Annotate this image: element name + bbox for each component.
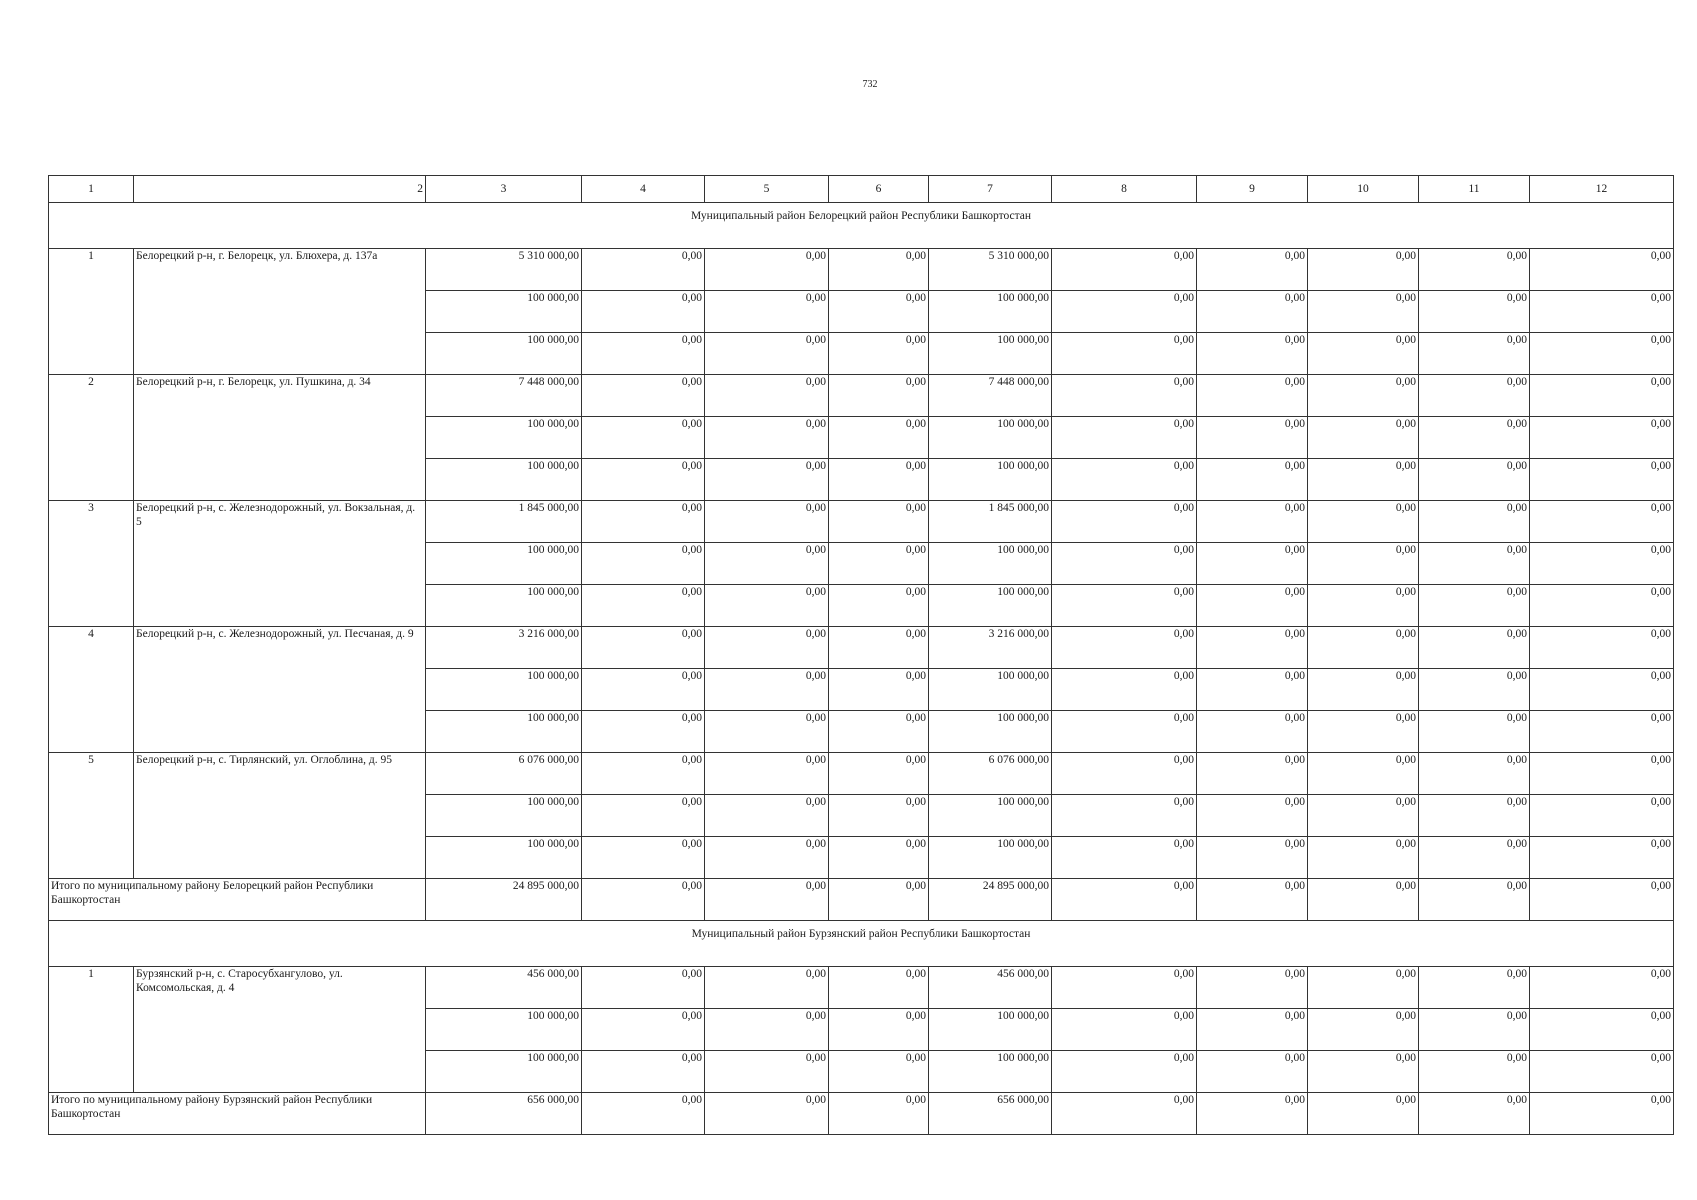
value-cell: 0,00 xyxy=(705,711,829,753)
table-row xyxy=(49,375,1674,417)
value-cell: 100 000,00 xyxy=(426,837,582,879)
value-cell: 100 000,00 xyxy=(426,711,582,753)
value-cell: 0,00 xyxy=(705,585,829,627)
value-cell: 100 000,00 xyxy=(426,1009,582,1051)
value-cell: 100 000,00 xyxy=(929,459,1052,501)
value-cell: 0,00 xyxy=(1197,627,1308,669)
value-cell: 0,00 xyxy=(1419,1051,1530,1093)
value-cell: 0,00 xyxy=(1052,375,1197,417)
value-cell: 0,00 xyxy=(1530,967,1674,1009)
value-cell: 0,00 xyxy=(705,627,829,669)
value-cell: 0,00 xyxy=(1530,585,1674,627)
value-cell: 100 000,00 xyxy=(929,585,1052,627)
value-cell: 0,00 xyxy=(1052,1051,1197,1093)
value-cell: 0,00 xyxy=(829,711,929,753)
column-header: 8 xyxy=(1052,176,1197,203)
value-cell: 0,00 xyxy=(582,459,705,501)
value-cell: 0,00 xyxy=(1419,627,1530,669)
value-cell: 0,00 xyxy=(1197,1009,1308,1051)
total-value-cell: 0,00 xyxy=(1530,879,1674,921)
column-header: 9 xyxy=(1197,176,1308,203)
value-cell: 0,00 xyxy=(582,753,705,795)
value-cell: 0,00 xyxy=(1052,249,1197,291)
value-cell: 0,00 xyxy=(829,291,929,333)
value-cell: 1 845 000,00 xyxy=(929,501,1052,543)
value-cell: 0,00 xyxy=(1530,795,1674,837)
value-cell: 0,00 xyxy=(1052,967,1197,1009)
value-cell: 0,00 xyxy=(1308,543,1419,585)
value-cell: 0,00 xyxy=(1052,459,1197,501)
value-cell: 0,00 xyxy=(582,967,705,1009)
value-cell: 0,00 xyxy=(1197,711,1308,753)
value-cell: 100 000,00 xyxy=(426,795,582,837)
total-value-cell: 0,00 xyxy=(1052,1093,1197,1135)
total-value-cell: 24 895 000,00 xyxy=(929,879,1052,921)
column-header: 4 xyxy=(582,176,705,203)
value-cell: 100 000,00 xyxy=(426,417,582,459)
value-cell: 100 000,00 xyxy=(929,333,1052,375)
value-cell: 0,00 xyxy=(1308,333,1419,375)
value-cell: 100 000,00 xyxy=(929,291,1052,333)
value-cell: 100 000,00 xyxy=(426,669,582,711)
value-cell: 0,00 xyxy=(582,627,705,669)
value-cell: 0,00 xyxy=(1308,967,1419,1009)
value-cell: 0,00 xyxy=(1419,249,1530,291)
value-cell: 0,00 xyxy=(705,1009,829,1051)
value-cell: 0,00 xyxy=(1308,291,1419,333)
value-cell: 456 000,00 xyxy=(929,967,1052,1009)
value-cell: 0,00 xyxy=(1052,585,1197,627)
value-cell: 0,00 xyxy=(705,1051,829,1093)
value-cell: 100 000,00 xyxy=(426,291,582,333)
total-value-cell: 0,00 xyxy=(1419,879,1530,921)
value-cell: 0,00 xyxy=(1308,375,1419,417)
value-cell: 0,00 xyxy=(1419,501,1530,543)
address-cell: Белорецкий р-н, с. Железнодорожный, ул. Вокзальная, д. 5 xyxy=(134,501,426,627)
value-cell: 0,00 xyxy=(829,585,929,627)
value-cell: 0,00 xyxy=(1419,417,1530,459)
value-cell: 0,00 xyxy=(705,669,829,711)
value-cell: 0,00 xyxy=(829,627,929,669)
value-cell: 0,00 xyxy=(1308,249,1419,291)
total-value-cell: 0,00 xyxy=(1052,879,1197,921)
value-cell: 100 000,00 xyxy=(426,1051,582,1093)
value-cell: 0,00 xyxy=(582,837,705,879)
value-cell: 7 448 000,00 xyxy=(929,375,1052,417)
value-cell: 0,00 xyxy=(1308,669,1419,711)
value-cell: 0,00 xyxy=(1419,543,1530,585)
value-cell: 0,00 xyxy=(1197,375,1308,417)
value-cell: 0,00 xyxy=(1197,753,1308,795)
value-cell: 0,00 xyxy=(1197,967,1308,1009)
total-row xyxy=(49,1093,1674,1135)
value-cell: 0,00 xyxy=(829,1051,929,1093)
column-header: 3 xyxy=(426,176,582,203)
value-cell: 0,00 xyxy=(1052,753,1197,795)
column-header: 11 xyxy=(1419,176,1530,203)
value-cell: 0,00 xyxy=(705,333,829,375)
row-number: 1 xyxy=(49,967,134,1093)
total-value-cell: 0,00 xyxy=(705,879,829,921)
value-cell: 0,00 xyxy=(1308,753,1419,795)
value-cell: 3 216 000,00 xyxy=(929,627,1052,669)
value-cell: 100 000,00 xyxy=(929,837,1052,879)
value-cell: 0,00 xyxy=(1197,501,1308,543)
value-cell: 0,00 xyxy=(1197,543,1308,585)
value-cell: 0,00 xyxy=(1530,543,1674,585)
value-cell: 100 000,00 xyxy=(426,543,582,585)
column-header: 1 xyxy=(49,176,134,203)
value-cell: 0,00 xyxy=(1419,837,1530,879)
table-row xyxy=(49,249,1674,291)
value-cell: 0,00 xyxy=(1052,291,1197,333)
value-cell: 0,00 xyxy=(1197,795,1308,837)
value-cell: 0,00 xyxy=(1308,1051,1419,1093)
address-cell: Белорецкий р-н, г. Белорецк, ул. Пушкина, д. 34 xyxy=(134,375,426,501)
value-cell: 0,00 xyxy=(1530,711,1674,753)
table-row xyxy=(49,753,1674,795)
value-cell: 0,00 xyxy=(1308,795,1419,837)
value-cell: 0,00 xyxy=(1197,585,1308,627)
value-cell: 0,00 xyxy=(1197,837,1308,879)
value-cell: 0,00 xyxy=(1530,375,1674,417)
row-number: 3 xyxy=(49,501,134,627)
value-cell: 0,00 xyxy=(705,459,829,501)
value-cell: 100 000,00 xyxy=(929,795,1052,837)
column-header: 6 xyxy=(829,176,929,203)
value-cell: 0,00 xyxy=(582,291,705,333)
value-cell: 0,00 xyxy=(1419,753,1530,795)
value-cell: 0,00 xyxy=(582,375,705,417)
header-row xyxy=(49,176,1674,203)
column-header: 2 xyxy=(134,176,426,203)
value-cell: 0,00 xyxy=(1308,459,1419,501)
value-cell: 100 000,00 xyxy=(426,459,582,501)
value-cell: 0,00 xyxy=(1419,669,1530,711)
value-cell: 0,00 xyxy=(1419,291,1530,333)
value-cell: 0,00 xyxy=(1419,711,1530,753)
value-cell: 100 000,00 xyxy=(929,543,1052,585)
value-cell: 0,00 xyxy=(582,1009,705,1051)
value-cell: 100 000,00 xyxy=(426,585,582,627)
value-cell: 0,00 xyxy=(1052,501,1197,543)
section-row xyxy=(49,921,1674,967)
value-cell: 0,00 xyxy=(1197,249,1308,291)
total-value-cell: 0,00 xyxy=(1308,879,1419,921)
value-cell: 0,00 xyxy=(829,417,929,459)
value-cell: 0,00 xyxy=(829,249,929,291)
value-cell: 1 845 000,00 xyxy=(426,501,582,543)
value-cell: 0,00 xyxy=(582,1051,705,1093)
value-cell: 0,00 xyxy=(1419,375,1530,417)
value-cell: 0,00 xyxy=(705,417,829,459)
value-cell: 0,00 xyxy=(705,291,829,333)
row-number: 2 xyxy=(49,375,134,501)
value-cell: 6 076 000,00 xyxy=(426,753,582,795)
data-table xyxy=(48,175,1674,1135)
value-cell: 0,00 xyxy=(582,585,705,627)
section-row xyxy=(49,203,1674,249)
value-cell: 0,00 xyxy=(1419,459,1530,501)
value-cell: 100 000,00 xyxy=(929,1051,1052,1093)
value-cell: 0,00 xyxy=(1197,417,1308,459)
value-cell: 0,00 xyxy=(1052,543,1197,585)
value-cell: 0,00 xyxy=(582,543,705,585)
address-cell: Белорецкий р-н, г. Белорецк, ул. Блюхера, д. 137а xyxy=(134,249,426,375)
value-cell: 0,00 xyxy=(1530,333,1674,375)
value-cell: 0,00 xyxy=(1052,669,1197,711)
total-value-cell: 0,00 xyxy=(582,879,705,921)
value-cell: 0,00 xyxy=(582,501,705,543)
total-label: Итого по муниципальному району Белорецкий район Республики Башкортостан xyxy=(49,879,426,921)
value-cell: 0,00 xyxy=(1419,795,1530,837)
value-cell: 0,00 xyxy=(705,249,829,291)
value-cell: 0,00 xyxy=(1308,627,1419,669)
value-cell: 0,00 xyxy=(829,501,929,543)
value-cell: 0,00 xyxy=(1052,1009,1197,1051)
value-cell: 0,00 xyxy=(1308,1009,1419,1051)
value-cell: 0,00 xyxy=(705,753,829,795)
total-label: Итого по муниципальному району Бурзянский район Республики Башкортостан xyxy=(49,1093,426,1135)
value-cell: 0,00 xyxy=(1197,669,1308,711)
value-cell: 0,00 xyxy=(1530,837,1674,879)
value-cell: 0,00 xyxy=(829,837,929,879)
total-value-cell: 0,00 xyxy=(1530,1093,1674,1135)
value-cell: 0,00 xyxy=(705,795,829,837)
total-value-cell: 0,00 xyxy=(1197,1093,1308,1135)
value-cell: 7 448 000,00 xyxy=(426,375,582,417)
value-cell: 5 310 000,00 xyxy=(426,249,582,291)
value-cell: 0,00 xyxy=(1530,459,1674,501)
value-cell: 0,00 xyxy=(1052,417,1197,459)
value-cell: 3 216 000,00 xyxy=(426,627,582,669)
value-cell: 100 000,00 xyxy=(929,417,1052,459)
page-number: 732 xyxy=(862,79,878,90)
value-cell: 0,00 xyxy=(829,1009,929,1051)
total-value-cell: 24 895 000,00 xyxy=(426,879,582,921)
row-number: 5 xyxy=(49,753,134,879)
value-cell: 0,00 xyxy=(1419,333,1530,375)
value-cell: 0,00 xyxy=(829,753,929,795)
column-header: 12 xyxy=(1530,176,1674,203)
total-value-cell: 656 000,00 xyxy=(929,1093,1052,1135)
value-cell: 0,00 xyxy=(1052,627,1197,669)
value-cell: 0,00 xyxy=(1197,291,1308,333)
value-cell: 0,00 xyxy=(829,375,929,417)
row-number: 4 xyxy=(49,627,134,753)
value-cell: 0,00 xyxy=(1308,417,1419,459)
value-cell: 0,00 xyxy=(829,967,929,1009)
value-cell: 0,00 xyxy=(1308,501,1419,543)
table-row xyxy=(49,501,1674,543)
value-cell: 0,00 xyxy=(705,967,829,1009)
value-cell: 0,00 xyxy=(1530,417,1674,459)
value-cell: 0,00 xyxy=(582,417,705,459)
value-cell: 0,00 xyxy=(1197,333,1308,375)
total-value-cell: 0,00 xyxy=(582,1093,705,1135)
column-header: 5 xyxy=(705,176,829,203)
value-cell: 0,00 xyxy=(1197,459,1308,501)
value-cell: 0,00 xyxy=(1308,711,1419,753)
address-cell: Белорецкий р-н, с. Железнодорожный, ул. Песчаная, д. 9 xyxy=(134,627,426,753)
value-cell: 0,00 xyxy=(705,837,829,879)
total-value-cell: 0,00 xyxy=(1308,1093,1419,1135)
value-cell: 100 000,00 xyxy=(426,333,582,375)
value-cell: 0,00 xyxy=(829,669,929,711)
value-cell: 0,00 xyxy=(705,543,829,585)
section-title: Муниципальный район Бурзянский район Республики Башкортостан xyxy=(49,921,1674,967)
value-cell: 0,00 xyxy=(829,795,929,837)
section-title: Муниципальный район Белорецкий район Республики Башкортостан xyxy=(49,203,1674,249)
value-cell: 0,00 xyxy=(1530,501,1674,543)
total-value-cell: 0,00 xyxy=(1419,1093,1530,1135)
table-row xyxy=(49,967,1674,1009)
column-header: 10 xyxy=(1308,176,1419,203)
value-cell: 0,00 xyxy=(1419,585,1530,627)
value-cell: 0,00 xyxy=(1419,1009,1530,1051)
total-value-cell: 0,00 xyxy=(1197,879,1308,921)
value-cell: 0,00 xyxy=(1530,669,1674,711)
value-cell: 0,00 xyxy=(582,795,705,837)
value-cell: 0,00 xyxy=(582,669,705,711)
total-value-cell: 656 000,00 xyxy=(426,1093,582,1135)
value-cell: 0,00 xyxy=(829,543,929,585)
total-value-cell: 0,00 xyxy=(829,879,929,921)
value-cell: 0,00 xyxy=(1052,795,1197,837)
address-cell: Белорецкий р-н, с. Тирлянский, ул. Оглоблина, д. 95 xyxy=(134,753,426,879)
value-cell: 0,00 xyxy=(1530,1051,1674,1093)
value-cell: 100 000,00 xyxy=(929,1009,1052,1051)
total-value-cell: 0,00 xyxy=(705,1093,829,1135)
value-cell: 0,00 xyxy=(829,459,929,501)
value-cell: 0,00 xyxy=(1530,291,1674,333)
value-cell: 0,00 xyxy=(1052,837,1197,879)
row-number: 1 xyxy=(49,249,134,375)
value-cell: 0,00 xyxy=(1052,711,1197,753)
value-cell: 0,00 xyxy=(582,333,705,375)
total-row xyxy=(49,879,1674,921)
value-cell: 0,00 xyxy=(1530,1009,1674,1051)
value-cell: 100 000,00 xyxy=(929,711,1052,753)
value-cell: 6 076 000,00 xyxy=(929,753,1052,795)
value-cell: 0,00 xyxy=(1419,967,1530,1009)
column-header: 7 xyxy=(929,176,1052,203)
value-cell: 0,00 xyxy=(1052,333,1197,375)
value-cell: 456 000,00 xyxy=(426,967,582,1009)
value-cell: 0,00 xyxy=(829,333,929,375)
value-cell: 0,00 xyxy=(582,711,705,753)
value-cell: 0,00 xyxy=(1197,1051,1308,1093)
value-cell: 0,00 xyxy=(1530,627,1674,669)
value-cell: 5 310 000,00 xyxy=(929,249,1052,291)
value-cell: 0,00 xyxy=(1530,249,1674,291)
value-cell: 0,00 xyxy=(705,375,829,417)
value-cell: 0,00 xyxy=(705,501,829,543)
value-cell: 0,00 xyxy=(1530,753,1674,795)
address-cell: Бурзянский р-н, с. Старосубхангулово, ул. Комсомольская, д. 4 xyxy=(134,967,426,1093)
value-cell: 0,00 xyxy=(1308,837,1419,879)
value-cell: 0,00 xyxy=(1308,585,1419,627)
value-cell: 0,00 xyxy=(582,249,705,291)
total-value-cell: 0,00 xyxy=(829,1093,929,1135)
value-cell: 100 000,00 xyxy=(929,669,1052,711)
table-row xyxy=(49,627,1674,669)
